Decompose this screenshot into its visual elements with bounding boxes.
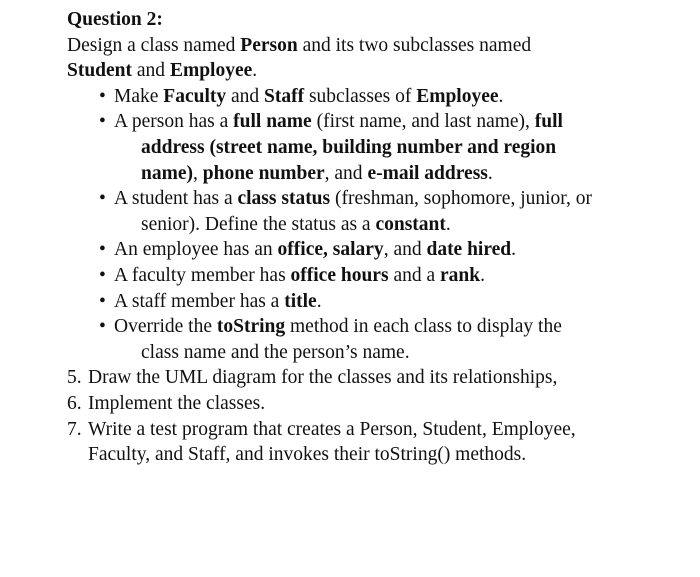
- bullet-text: [114, 316, 562, 337]
- tasks-list: [67, 365, 692, 467]
- text-run: (first name, and last name),: [311, 111, 535, 133]
- bold-text-run: Person: [240, 34, 298, 56]
- text-run: .: [252, 60, 258, 82]
- bold-text-run: date hired: [426, 239, 512, 261]
- bold-text-run: toString: [216, 316, 286, 338]
- text-run: , and: [324, 162, 368, 184]
- question-title: Question 2:: [67, 9, 163, 30]
- bold-text-run: address (street name, building number and region: [141, 136, 557, 158]
- bullet-item: [67, 263, 692, 289]
- bullet-marker: •: [99, 188, 106, 210]
- bullet-marker: •: [99, 85, 106, 107]
- text-run: senior). Define the status as a: [141, 213, 376, 235]
- bold-text-run: class status: [237, 188, 331, 210]
- bold-text-run: office hours: [290, 264, 389, 286]
- bold-text-run: rank: [440, 264, 481, 286]
- bold-text-run: full name: [233, 111, 312, 133]
- bullet-item: [67, 289, 692, 315]
- text-run: ,: [193, 162, 203, 184]
- text-run: .: [487, 162, 493, 184]
- bullet-continuation: [114, 212, 692, 238]
- bullet-text: [114, 291, 322, 312]
- bold-text-run: office, salary: [277, 239, 384, 261]
- text-run: Override the: [114, 316, 217, 338]
- bullet-text: [114, 86, 503, 107]
- numbered-item: [67, 417, 692, 468]
- bullet-item: [67, 314, 692, 365]
- question-document: [67, 7, 692, 468]
- numbered-item-text: Write a test program that creates a Person, Student, Employee,: [88, 418, 576, 440]
- bullet-marker: •: [99, 316, 106, 338]
- text-run: (freshman, sophomore, junior, or: [330, 188, 592, 210]
- text-run: , and: [383, 239, 427, 261]
- text-run: method in each class to display the: [285, 316, 562, 338]
- text-run: A student has a: [114, 188, 238, 210]
- text-run: A faculty member has: [114, 264, 291, 286]
- text-run: .: [511, 239, 517, 261]
- text-run: .: [498, 85, 504, 107]
- text-run: A person has a: [114, 111, 234, 133]
- text-run: An employee has an: [114, 239, 278, 261]
- bold-text-run: Employee: [169, 60, 253, 82]
- bullet-item: [67, 186, 692, 237]
- bold-text-run: full: [534, 111, 563, 133]
- bullet-text: [114, 265, 485, 286]
- text-run: and a: [388, 264, 440, 286]
- text-run: .: [316, 290, 322, 312]
- bold-text-run: e-mail address: [367, 162, 488, 184]
- requirements-list: [67, 84, 692, 366]
- item-number: 6.: [67, 392, 82, 414]
- bullet-item: [67, 237, 692, 263]
- bullet-marker: •: [99, 239, 106, 261]
- text-run: A staff member has a: [114, 290, 285, 312]
- intro-line: [67, 33, 692, 59]
- numbered-item: [67, 391, 692, 417]
- numbered-item-text: Faculty, and Staff, and invokes their toString() methods.: [88, 444, 527, 466]
- bullet-continuation: [114, 135, 692, 161]
- item-number: 7.: [67, 418, 82, 440]
- bullet-continuation: [114, 340, 692, 366]
- question-intro: [67, 33, 692, 84]
- bold-text-run: name): [141, 162, 193, 184]
- bullet-item: [67, 109, 692, 186]
- text-run: and: [226, 85, 265, 107]
- bold-text-run: Faculty: [163, 85, 227, 107]
- bold-text-run: constant: [375, 213, 446, 235]
- text-run: Design a class named: [67, 34, 241, 56]
- bullet-text: [114, 239, 516, 260]
- bold-text-run: Staff: [264, 85, 305, 107]
- text-run: class name and the person’s name.: [141, 341, 410, 363]
- bullet-text: [114, 111, 563, 132]
- text-run: and its two subclasses named: [297, 34, 532, 56]
- bold-text-run: phone number: [202, 162, 325, 184]
- bold-text-run: Student: [67, 60, 133, 82]
- text-run: Make: [114, 85, 164, 107]
- numbered-item: [67, 365, 692, 391]
- intro-line: [67, 58, 692, 84]
- bullet-text: [114, 188, 592, 209]
- bullet-marker: •: [99, 290, 106, 312]
- bold-text-run: Employee: [416, 85, 499, 107]
- text-run: subclasses of: [304, 85, 417, 107]
- text-run: and: [132, 60, 170, 82]
- bullet-marker: •: [99, 111, 106, 133]
- item-number: 5.: [67, 367, 82, 389]
- bullet-continuation: [114, 161, 692, 187]
- numbered-item-text: Draw the UML diagram for the classes and its relationships,: [88, 367, 558, 389]
- bullet-item: [67, 84, 692, 110]
- text-run: .: [480, 264, 485, 286]
- bullet-marker: •: [99, 264, 106, 286]
- numbered-item-text: Implement the classes.: [88, 392, 266, 414]
- text-run: .: [445, 213, 451, 235]
- bold-text-run: title: [284, 290, 317, 312]
